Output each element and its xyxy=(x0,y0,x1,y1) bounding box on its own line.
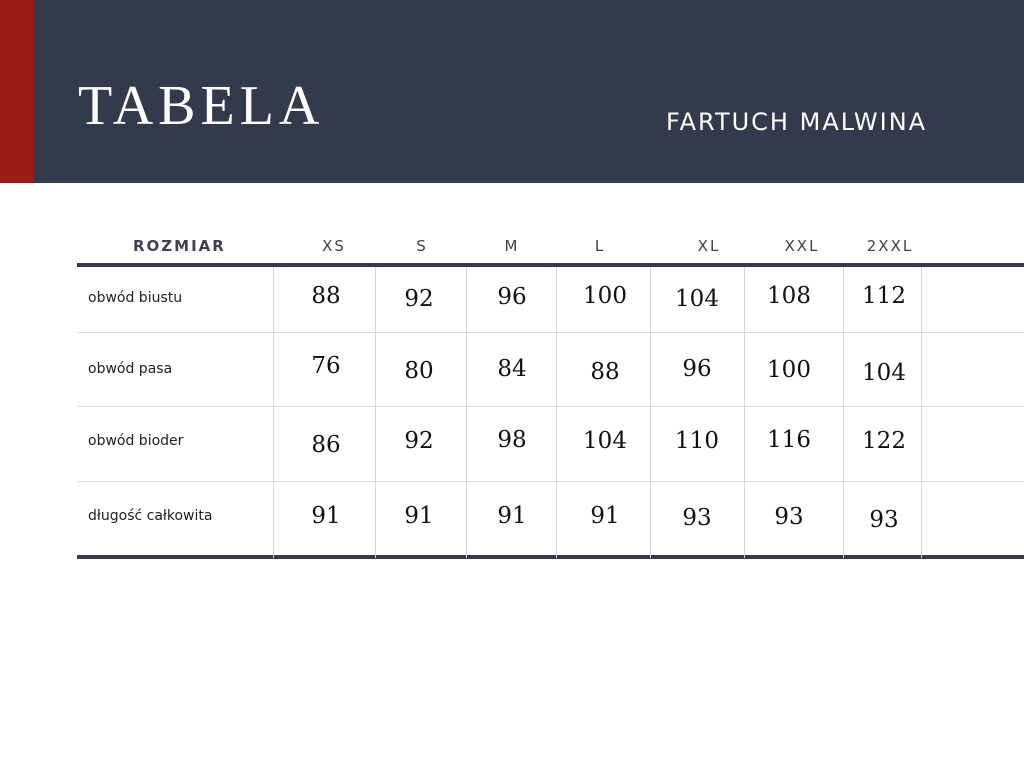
value-bust-xs: 88 xyxy=(311,283,341,309)
value-bust-s: 92 xyxy=(404,286,434,312)
row-divider xyxy=(77,332,1024,333)
value-length-l: 91 xyxy=(590,503,620,529)
size-header-m: M xyxy=(504,237,520,255)
size-header-l: L xyxy=(594,237,606,255)
value-length-m: 91 xyxy=(497,503,527,529)
value-hips-xs: 86 xyxy=(311,432,341,458)
value-hips-s: 92 xyxy=(404,428,434,454)
row-label-length: długość całkowita xyxy=(88,508,213,524)
size-header-xl: XL xyxy=(697,237,721,255)
value-waist-s: 80 xyxy=(404,358,434,384)
value-bust-m: 96 xyxy=(497,284,527,310)
value-waist-xl: 96 xyxy=(682,356,712,382)
size-header-xs: XS xyxy=(322,237,346,255)
value-waist-m: 84 xyxy=(497,356,527,382)
value-hips-l: 104 xyxy=(583,428,627,454)
size-header-s: S xyxy=(416,237,428,255)
corner-label: ROZMIAR xyxy=(133,237,226,255)
value-waist-xs: 76 xyxy=(311,353,341,379)
row-divider xyxy=(77,481,1024,482)
value-length-xxl: 93 xyxy=(774,504,804,530)
size-header-xxl: XXL xyxy=(784,237,820,255)
value-length-xs: 91 xyxy=(311,503,341,529)
row-label-bust: obwód biustu xyxy=(88,290,183,306)
value-waist-2xxl: 104 xyxy=(862,360,906,386)
value-hips-xl: 110 xyxy=(675,428,719,454)
value-length-xl: 93 xyxy=(682,505,712,531)
value-waist-xxl: 100 xyxy=(767,357,811,383)
row-label-waist: obwód pasa xyxy=(88,361,173,377)
value-bust-l: 100 xyxy=(583,283,627,309)
value-length-2xxl: 93 xyxy=(869,507,899,533)
size-header-2xxl: 2XXL xyxy=(866,237,914,255)
value-bust-2xxl: 112 xyxy=(862,283,906,309)
column-divider xyxy=(273,267,274,558)
value-hips-2xxl: 122 xyxy=(862,428,906,454)
product-name: FARTUCH MALWINA xyxy=(666,108,928,136)
value-bust-xl: 104 xyxy=(675,286,719,312)
value-hips-xxl: 116 xyxy=(767,427,811,453)
bottom-rule xyxy=(77,555,1024,559)
value-hips-m: 98 xyxy=(497,427,527,453)
value-bust-xxl: 108 xyxy=(767,283,811,309)
value-waist-l: 88 xyxy=(590,359,620,385)
row-label-hips: obwód bioder xyxy=(88,433,184,449)
page-title: TABELA xyxy=(78,75,325,137)
row-divider xyxy=(77,406,1024,407)
column-divider xyxy=(650,267,651,558)
header-rule xyxy=(77,263,1024,267)
value-length-s: 91 xyxy=(404,503,434,529)
